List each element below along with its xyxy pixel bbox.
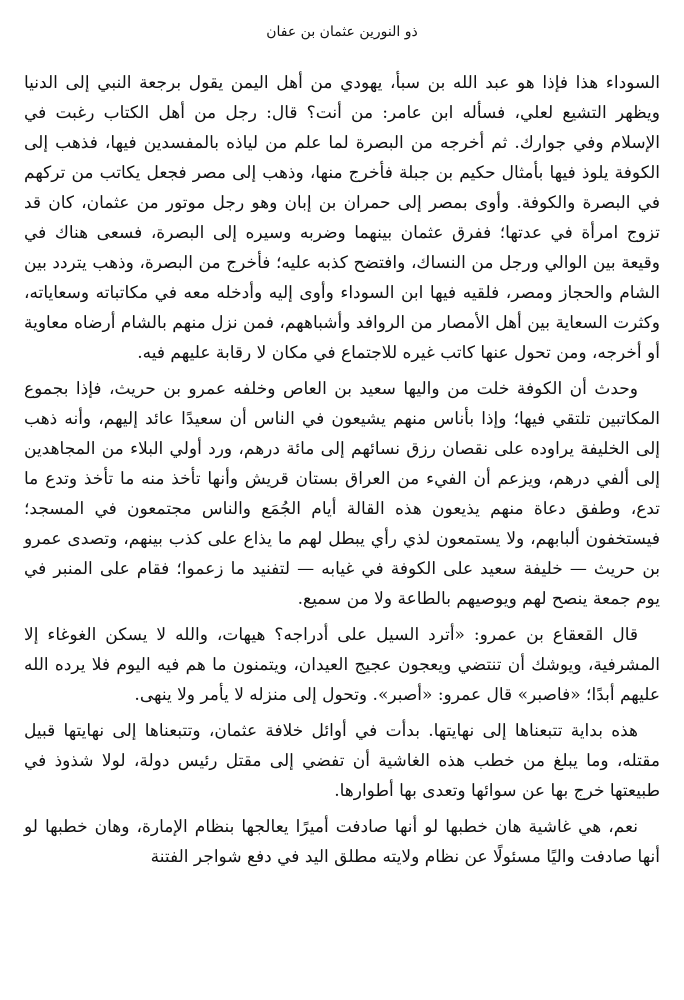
paragraph: وحدث أن الكوفة خلت من واليها سعيد بن العاص وخلفه عمرو بن حريث، فإذا بجموع المكاتبين تلتقي فيها؛ وإذا بأناس منهم يشيعون في الناس أن سعيدًا عائد إليهم، وأنه ذهب إلى الخليفة يراوده على نقصان رزق نسائهم إلى مائة درهم، ورد أولي البلاء من المجاهدين إلى ألفي درهم، ويزعم أن الفيء من العراق بستان قريش وأنها تأخذ منه ما تأخذ وتدع ما تدع، وطفق دعاة منهم يذيعون هذه القالة أيام الجُمَع والناس مجتمعون في المسجد؛ فيستخفون ألبابهم، ولا يستمعون لذي رأي يبطل لهم ما يذاع على كذب بينهم، وتصدى عمرو بن حريث — خليفة سعيد على الكوفة في غيابه — لتفنيد ما زعموا؛ فقام على المنبر في يوم جمعة ينصح لهم ويوصيهم بالطاعة ولا من سميع. xyxy=(24,379,660,609)
running-header: ذو النورين عثمان بن عفان xyxy=(266,24,418,40)
paragraph: قال القعقاع بن عمرو: «أترد السيل على أدراجه؟ هيهات، والله لا يسكن الغوغاء إلا المشرفية، ويوشك أن تنتضي ويعجون عجيج العيدان، ويتمنون ما هم فيه اليوم فلا يرده الله عليهم أبدًا؛ «فاصبر» قال عمرو: «أصبر». وتحول إلى منزله لا يأمر ولا ينهى. xyxy=(24,625,660,705)
paragraph: هذه بداية تتبعناها إلى نهايتها. بدأت في أوائل خلافة عثمان، وتتبعناها إلى نهايتها قبيل مقتله، وما يبلغ من خطب هذه الغاشية أن تفضي إلى مقتل رئيس دولة، لولا شذوذ في طبيعتها خرج بها عن سوائها وتعدى بها أطوارها. xyxy=(24,721,660,801)
paragraph: نعم، هي غاشية هان خطبها لو أنها صادفت أميرًا يعالجها بنظام الإمارة، وهان خطبها لو أنها صادفت واليًا مسئولًا عن نظام ولايته مطلق اليد في دفع شواجر الفتنة xyxy=(24,817,660,867)
paragraph: السوداء هذا فإذا هو عبد الله بن سبأ، يهودي من أهل اليمن يقول برجعة النبي إلى الدنيا ويظهر التشيع لعلي، فسأله ابن عامر: من أنت؟ قال: رجل من أهل الكتاب رغبت في الإسلام وفي جوارك. ثم أخرجه من البصرة لما علم من لياذه بالمفسدين فيها، فذهب إلى الكوفة يلوذ فيها بأمثال حكيم بن جبلة فأخرج منها، وذهب إلى مصر فجعل يكاتب من تركهم في البصرة والكوفة. وأوى بمصر إلى حمران بن إبان وهو رجل موتور من عثمان، كان قد تزوج امرأة في عدتها؛ ففرق عثمان بينهما وضربه وسيره إلى البصرة، فسعى هناك في وقيعة بين الوالي ورجل من النساك، وافتضح كذبه عليه؛ فأخرج من البصرة، وذهب يتردد بين الشام والحجاز ومصر، فلقيه فيها ابن السوداء وأوى إليه وأدخله معه في مكاتباته وسعاياته، وكثرت السعاية بين أهل الأمصار من الروافد وأشباههم، فمن نزل منهم بالشام أرضاه معاوية أو أخرجه، ومن تحول عنها كاتب غيره للاجتماع في مكان لا رقابة عليهم فيه. xyxy=(24,73,660,363)
body-text xyxy=(24,68,660,872)
